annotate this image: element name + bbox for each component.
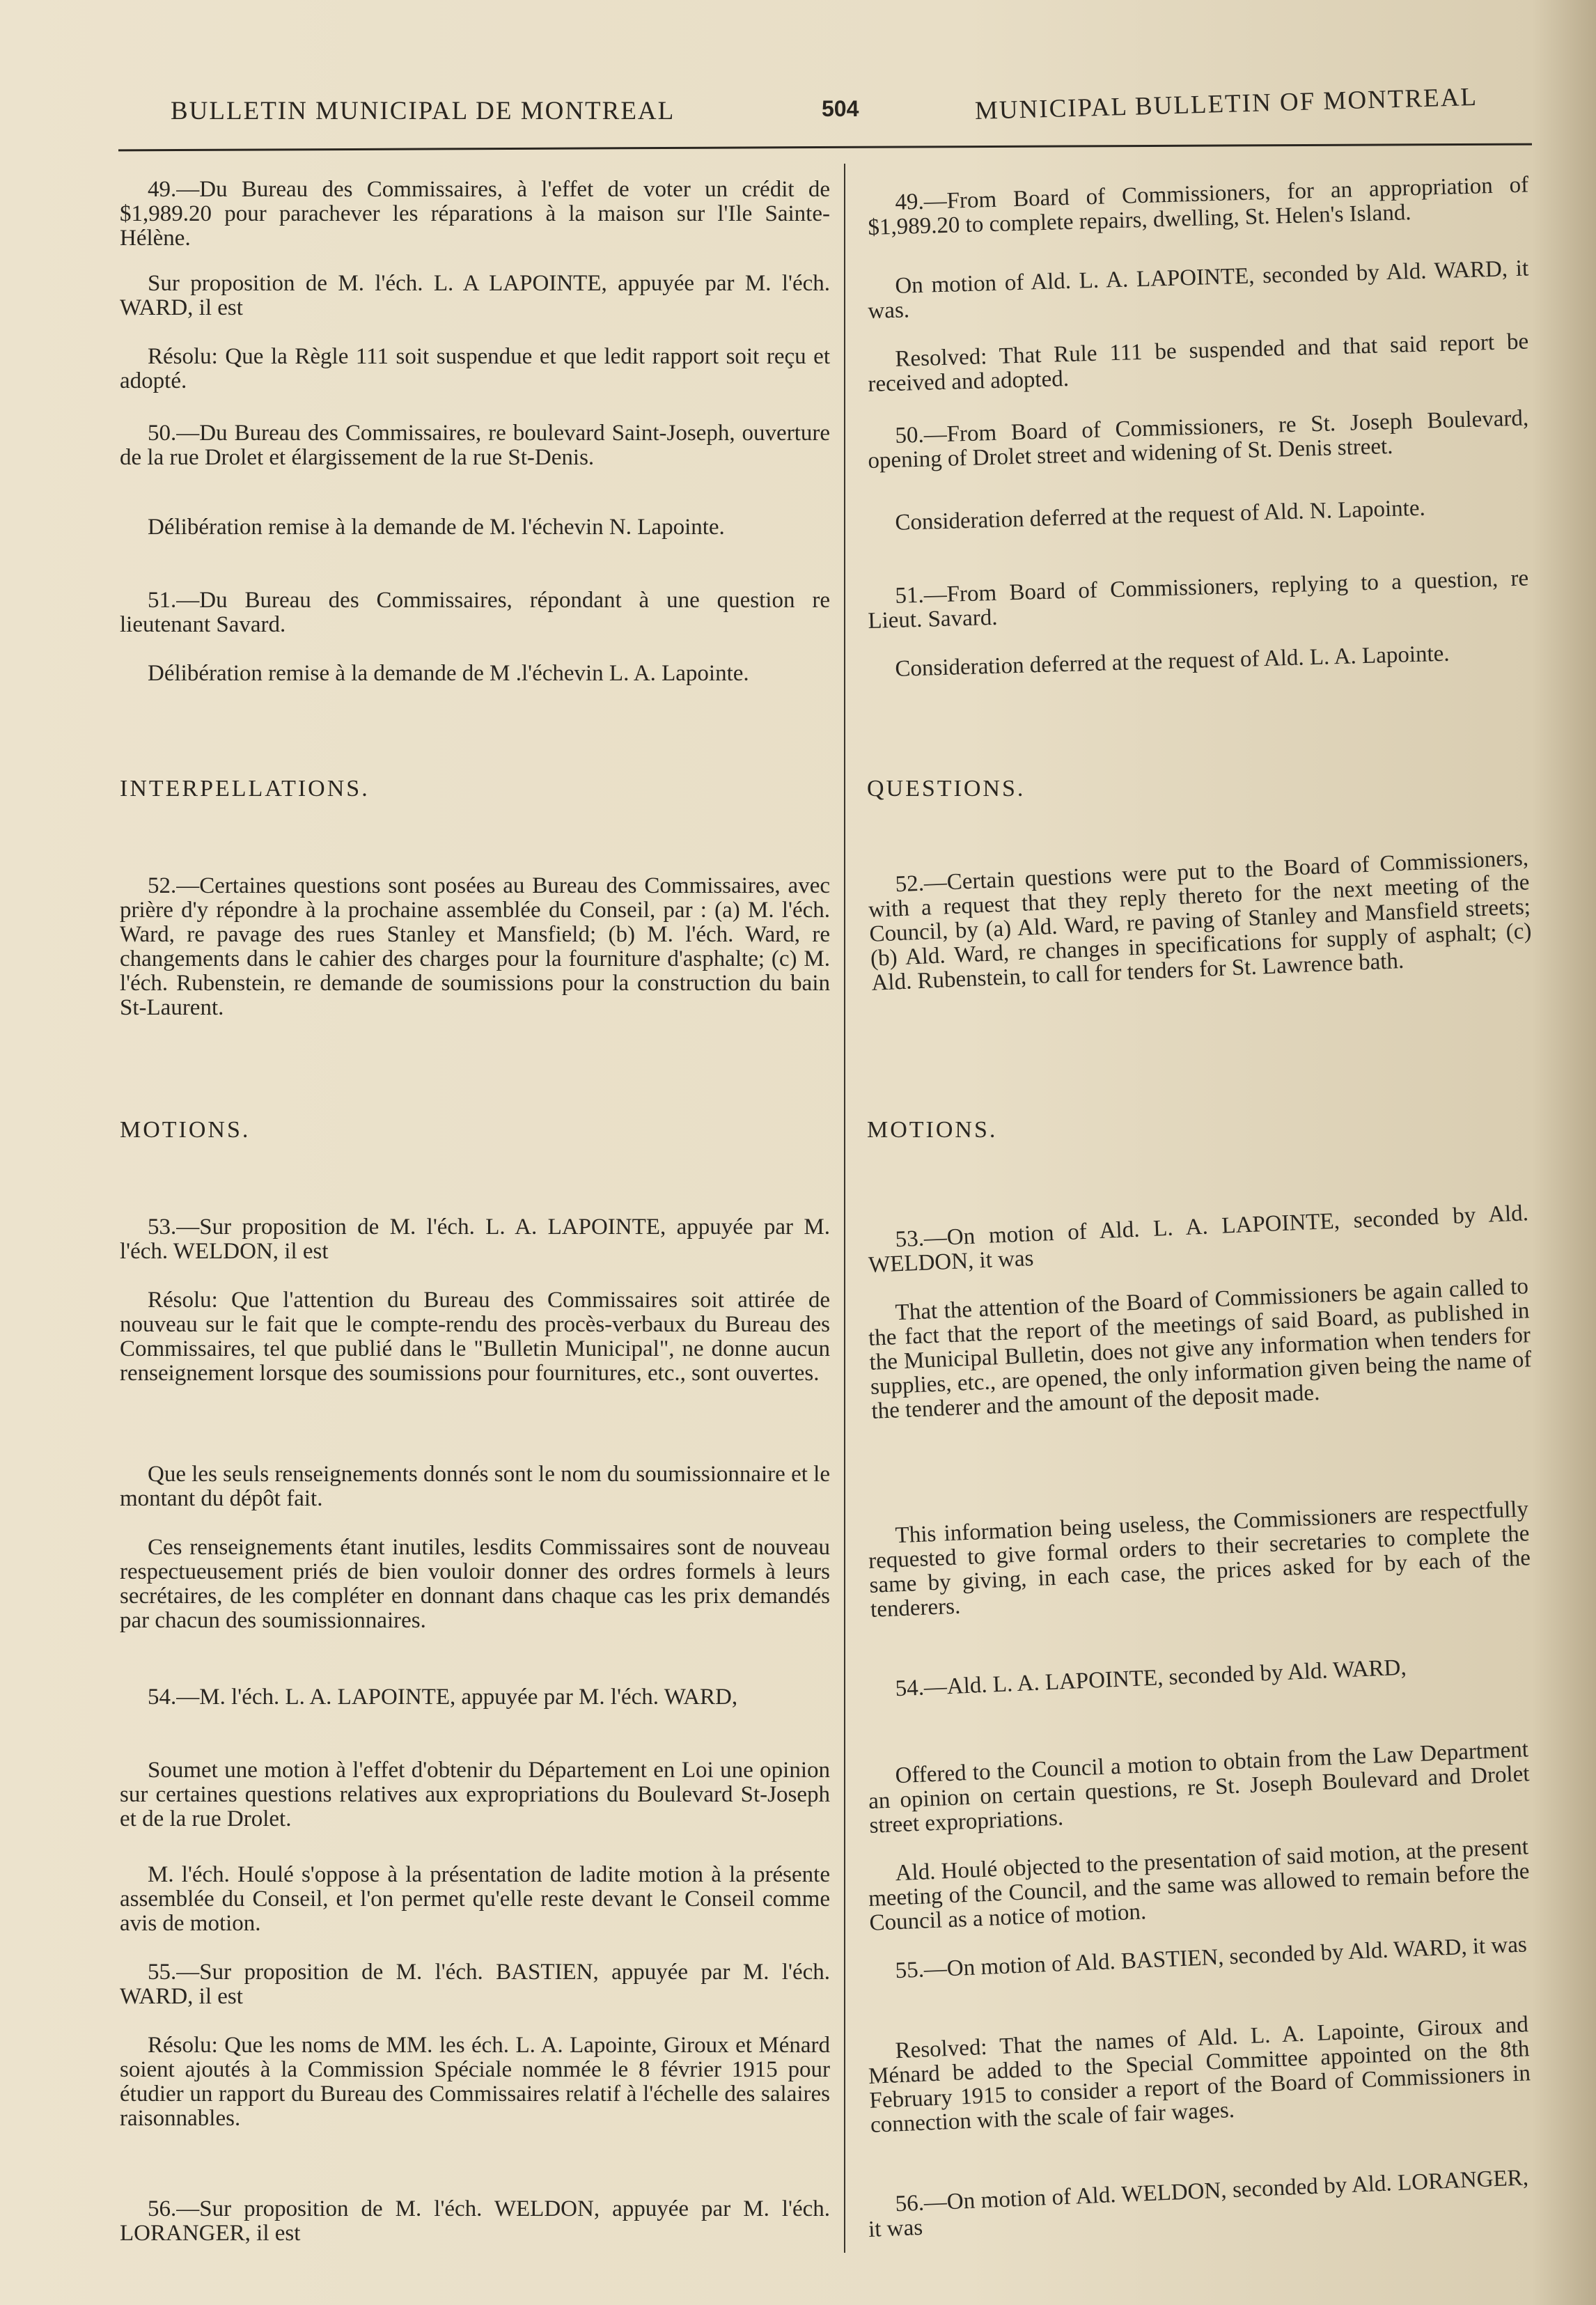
fr-heading-motions: MOTIONS. bbox=[120, 1117, 251, 1143]
en-item-55-resolution: Resolved: That the names of Ald. L. A. Lapointe, Giroux and Ménard be added to the Special Committee appointed on the 8th February 1915 to consider a report of the Board of Commissioners in connection with the scale of fair wages. bbox=[868, 2012, 1531, 2138]
fr-item-49-motion: Sur proposition de M. l'éch. L. A LAPOINTE, appuyée par M. l'éch. WARD, il est bbox=[120, 271, 830, 320]
fr-item-56: 56.—Sur proposition de M. l'éch. WELDON, appuyée par M. l'éch. LORANGER, il est bbox=[120, 2196, 830, 2246]
header-rule bbox=[118, 143, 1532, 152]
en-item-51-deliberation: Consideration deferred at the request of Ald. L. A. Lapointe. bbox=[894, 641, 1450, 682]
en-item-51: 51.—From Board of Commissioners, replying to a question, re Lieut. Savard. bbox=[867, 565, 1529, 634]
fr-item-53: 53.—Sur proposition de M. l'éch. L. A. LAPOINTE, appuyée par M. l'éch. WELDON, il est bbox=[120, 1214, 830, 1264]
page-number: 504 bbox=[822, 96, 859, 121]
fr-item-53-b: Que les seuls renseignements donnés sont le nom du soumissionnaire et le montant du dépôt fait. bbox=[120, 1462, 830, 1511]
en-item-49-resolution: Resolved: That Rule 111 be suspended and that said report be received and adopted. bbox=[867, 329, 1529, 397]
fr-item-54-c: M. l'éch. Houlé s'oppose à la présentation de ladite motion à la présente assemblée du Conseil, et l'on permet qu'elle reste devant le Conseil comme avis de motion. bbox=[120, 1862, 830, 1936]
en-item-55: 55.—On motion of Ald. BASTIEN, seconded by Ald. WARD, it was bbox=[894, 1932, 1528, 1984]
en-item-52: 52.—Certain questions were put to the Board of Commissioners, with a request that they reply thereto for the next meeting of the Council, by (a) Ald. Ward, re paving of Stanley and Mansfield streets; (b) Ald. Ward, re changes in specifications for supply of asphalt; (c) Ald. Rubenstein, to call for tenders for St. Lawrence bath. bbox=[868, 845, 1533, 996]
en-item-54-b: Offered to the Council a motion to obtain from the Law Department an opinion on certain questions, re St. Joseph Boulevard and Drolet street expropriations. bbox=[868, 1737, 1531, 1838]
en-item-49-motion: On motion of Ald. L. A. LAPOINTE, seconded by Ald. WARD, it was. bbox=[867, 256, 1529, 324]
en-item-53-c: This information being useless, the Commissioners are respectfully requested to give formal orders to their secretaries to complete the same by giving, in each case, the prices asked for by each of the tenderers. bbox=[868, 1497, 1531, 1623]
en-item-49: 49.—From Board of Commissioners, for an appropriation of $1,989.20 to complete repairs, dwelling, St. Helen's Island. bbox=[867, 172, 1529, 240]
en-item-54: 54.—Ald. L. A. LAPOINTE, seconded by Ald. WARD, bbox=[894, 1655, 1407, 1702]
header-title-french: BULLETIN MUNICIPAL DE MONTREAL bbox=[171, 97, 675, 125]
en-item-50: 50.—From Board of Commissioners, re St. Joseph Boulevard, opening of Drolet street and widening of St. Denis street. bbox=[867, 405, 1529, 474]
en-heading-motions: MOTIONS. bbox=[867, 1117, 998, 1143]
en-item-54-c: Ald. Houlé objected to the presentation of said motion, at the present meeting of the Council, and the same was allowed to remain before the Council as a notice of motion. bbox=[868, 1834, 1531, 1936]
fr-item-55-resolution: Résolu: Que les noms de MM. les éch. L. A. Lapointe, Giroux et Ménard soient ajoutés à la Commission Spéciale nommée le 8 février 1915 pour étudier un rapport du Bureau des Commissaires relatif à l'échelle des salaires raisonnables. bbox=[120, 2033, 830, 2131]
fr-item-53-resolution: Résolu: Que l'attention du Bureau des Commissaires soit attirée de nouveau sur le fait que le compte-rendu des procès-verbaux du Bureau des Commissaires, tel que publié dans le "Bulletin Municipal", ne donne aucun renseignement lorsque des soumissions pour fournitures, etc., sont ouvertes. bbox=[120, 1288, 830, 1386]
fr-item-51: 51.—Du Bureau des Commissaires, répondant à une question re lieutenant Savard. bbox=[120, 588, 830, 637]
en-item-56: 56.—On motion of Ald. WELDON, seconded by Ald. LORANGER, it was bbox=[868, 2165, 1529, 2242]
fr-item-49-resolution: Résolu: Que la Règle 111 soit suspendue et que ledit rapport soit reçu et adopté. bbox=[120, 344, 830, 393]
fr-item-54-b: Soumet une motion à l'effet d'obtenir du Département en Loi une opinion sur certaines questions relatives aux expropriations du Boulevard St-Joseph et de la rue Drolet. bbox=[120, 1758, 830, 1831]
en-item-53-resolution: That the attention of the Board of Commissioners be again called to the fact that the report of the meetings of said Board, as published in the Municipal Bulletin, does not give any information when tenders for supplies, etc., are opened, the only information given being the name of the tenderer and the amount of the deposit made. bbox=[868, 1274, 1533, 1424]
fr-item-53-c: Ces renseignements étant inutiles, lesdits Commissaires sont de nouveau respectueusement priés de bien vouloir donner des ordres formels à leurs secrétaires, de les compléter en donnant dans chaque cas les prix demandés par chacun des soumissionnaires. bbox=[120, 1535, 830, 1633]
page-header bbox=[0, 82, 1596, 132]
fr-item-52: 52.—Certaines questions sont posées au Bureau des Commissaires, avec prière d'y répondre à la prochaine assemblée du Conseil, par : (a) M. l'éch. Ward, re pavage des rues Stanley et Mansfield; (b) M. l'éch. Ward, re changements dans le cahier des charges pour la fourniture d'asphalte; (c) M. l'éch. Rubenstein, re demande de soumissions pour la construction du bain St-Laurent. bbox=[120, 873, 830, 1020]
fr-item-50: 50.—Du Bureau des Commissaires, re boulevard Saint-Joseph, ouverture de la rue Drolet et élargissement de la rue St-Denis. bbox=[120, 421, 830, 470]
fr-heading-interpellations: INTERPELLATIONS. bbox=[120, 776, 370, 802]
fr-item-50-deliberation: Délibération remise à la demande de M. l'échevin N. Lapointe. bbox=[148, 515, 725, 540]
fr-item-49: 49.—Du Bureau des Commissaires, à l'effet de voter un crédit de $1,989.20 pour parachever les réparations à la maison sur l'Ile Sainte-Hélène. bbox=[120, 177, 830, 251]
header-title-english: MUNICIPAL BULLETIN OF MONTREAL bbox=[974, 82, 1478, 125]
en-item-50-deliberation: Consideration deferred at the request of Ald. N. Lapointe. bbox=[894, 495, 1426, 536]
fr-item-55: 55.—Sur proposition de M. l'éch. BASTIEN, appuyée par M. l'éch. WARD, il est bbox=[120, 1960, 830, 2009]
en-heading-questions: QUESTIONS. bbox=[867, 776, 1026, 802]
fr-item-51-deliberation: Délibération remise à la demande de M .l'échevin L. A. Lapointe. bbox=[148, 661, 749, 686]
en-item-53: 53.—On motion of Ald. L. A. LAPOINTE, seconded by Ald. WELDON, it was bbox=[868, 1201, 1529, 1278]
fr-item-54: 54.—M. l'éch. L. A. LAPOINTE, appuyée par M. l'éch. WARD, bbox=[148, 1685, 738, 1710]
column-divider bbox=[844, 164, 845, 2253]
